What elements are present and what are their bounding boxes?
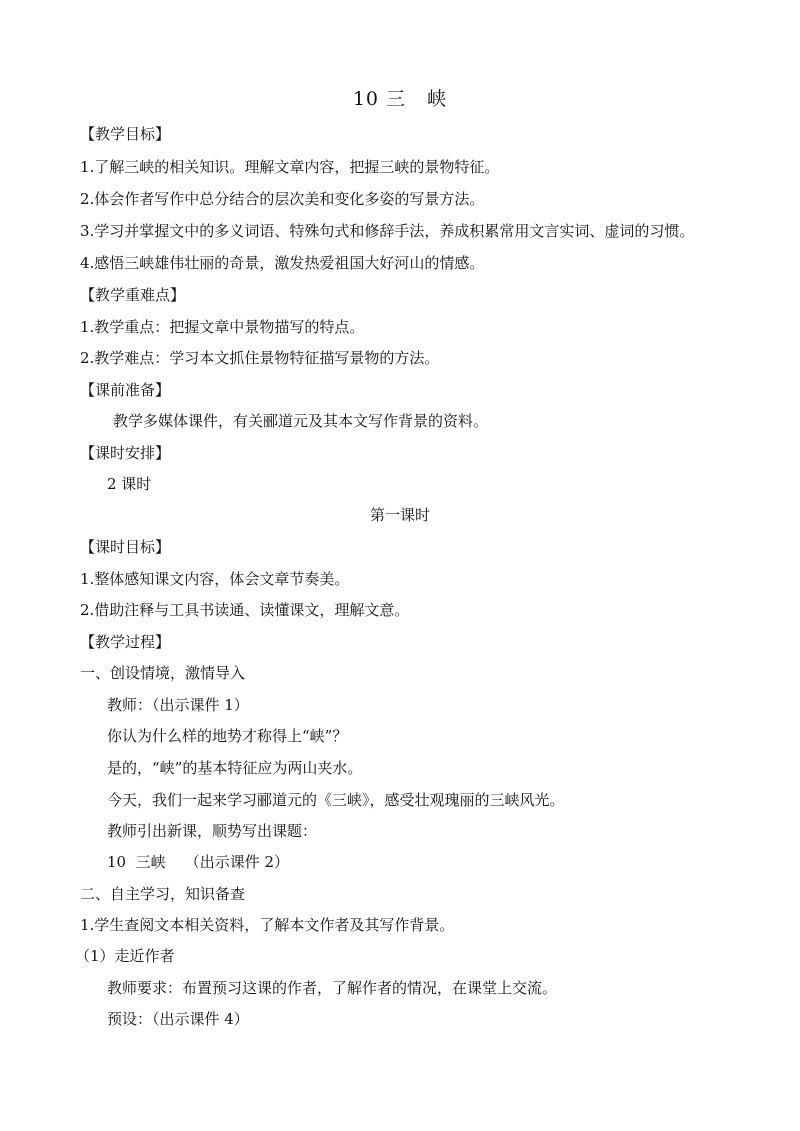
process-line: 教师：（出示课件 1）	[107, 696, 249, 714]
process-line: 是的，“峡”的基本特征应为两山夹水。	[107, 759, 363, 777]
process-line: 今天，我们一起来学习郦道元的《三峡》，感受壮观瑰丽的三峡风光。	[107, 791, 565, 809]
goal-item: 3.学习并掌握文中的多义词语、特殊句式和修辞手法，养成积累常用文言实词、虚词的习惯。	[80, 222, 695, 240]
process-subheading: （1）走近作者	[75, 947, 175, 965]
process-heading: 【教学过程】	[80, 633, 171, 651]
schedule-heading: 【课时安排】	[80, 444, 171, 462]
lesson-goal-item: 2.借助注释与工具书读通、读懂课文，理解文意。	[80, 601, 410, 619]
process-step-heading: 一、创设情境，激情导入	[80, 664, 246, 682]
page-title: 10 三 峡	[352, 88, 448, 110]
prep-heading: 【课前准备】	[80, 381, 171, 399]
keypoints-heading: 【教学重难点】	[80, 286, 186, 304]
process-line: 教师引出新课，顺势写出课题：	[107, 822, 318, 840]
process-line: 你认为什么样的地势才称得上“峡”？	[107, 727, 348, 745]
goal-item: 2.体会作者写作中总分结合的层次美和变化多姿的写景方法。	[80, 190, 485, 208]
keypoint-item: 2.教学难点：学习本文抓住景物特征描写景物的方法。	[80, 349, 440, 367]
process-line: 教师要求：布置预习这课的作者，了解作者的情况，在课堂上交流。	[107, 979, 558, 997]
prep-text: 教学多媒体课件，有关郦道元及其本文写作背景的资料。	[113, 412, 489, 430]
process-step-heading: 二、自主学习，知识备查	[80, 885, 246, 903]
goal-item: 4.感悟三峡雄伟壮丽的奇景，激发热爱祖国大好河山的情感。	[80, 254, 485, 272]
process-line: 10 三峡 （出示课件 2）	[107, 853, 290, 871]
keypoint-item: 1.教学重点：把握文章中景物描写的特点。	[80, 318, 365, 336]
lesson-title: 第一课时	[369, 506, 430, 524]
goals-heading: 【教学目标】	[80, 125, 171, 143]
process-item: 1.学生查阅文本相关资料，了解本文作者及其写作背景。	[80, 916, 455, 934]
schedule-text: 2 课时	[107, 475, 152, 493]
process-line: 预设：（出示课件 4）	[107, 1010, 249, 1028]
goal-item: 1.了解三峡的相关知识。理解文章内容，把握三峡的景物特征。	[80, 158, 500, 176]
lesson-goal-item: 1.整体感知课文内容，体会文章节奏美。	[80, 570, 350, 588]
lesson-goals-heading: 【课时目标】	[80, 538, 171, 556]
